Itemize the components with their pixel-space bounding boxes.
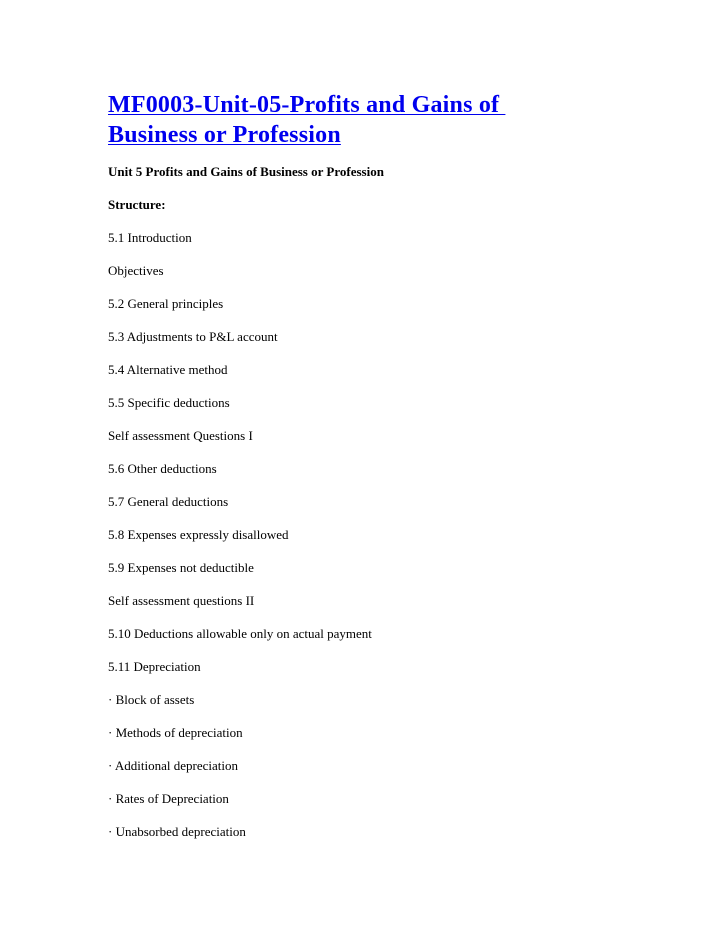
toc-item: 5.4 Alternative method	[108, 362, 228, 377]
toc-item: 5.1 Introduction	[108, 230, 192, 245]
toc-item: 5.8 Expenses expressly disallowed	[108, 527, 289, 542]
toc-item: · Rates of Depreciation	[108, 791, 229, 806]
toc-item: · Additional depreciation	[108, 758, 238, 773]
toc-item: 5.2 General principles	[108, 296, 224, 311]
toc-item: 5.6 Other deductions	[108, 461, 217, 476]
unit-subtitle: Unit 5 Profits and Gains of Business or Profession	[108, 164, 384, 179]
structure-label: Structure:	[108, 197, 166, 212]
document-title-link[interactable]	[108, 92, 505, 148]
toc-item: Self assessment Questions I	[108, 428, 253, 443]
toc-item: Self assessment questions II	[108, 593, 255, 608]
toc-item: · Unabsorbed depreciation	[108, 824, 246, 839]
structure-list	[108, 230, 668, 840]
toc-item: · Block of assets	[108, 692, 195, 707]
title-line-2[interactable]: Business or Profession	[108, 122, 341, 148]
toc-item: 5.9 Expenses not deductible	[108, 560, 254, 575]
document-page	[108, 90, 668, 840]
toc-item: 5.5 Specific deductions	[108, 395, 230, 410]
title-line-1[interactable]: MF0003-Unit-05-Profits and Gains of	[108, 92, 506, 118]
toc-item: 5.11 Depreciation	[108, 659, 201, 674]
toc-item: 5.7 General deductions	[108, 494, 229, 509]
toc-item: · Methods of depreciation	[108, 725, 243, 740]
document-title	[108, 90, 668, 150]
toc-item: 5.10 Deductions allowable only on actual payment	[108, 626, 372, 641]
toc-item: Objectives	[108, 263, 164, 278]
toc-item: 5.3 Adjustments to P&L account	[108, 329, 278, 344]
